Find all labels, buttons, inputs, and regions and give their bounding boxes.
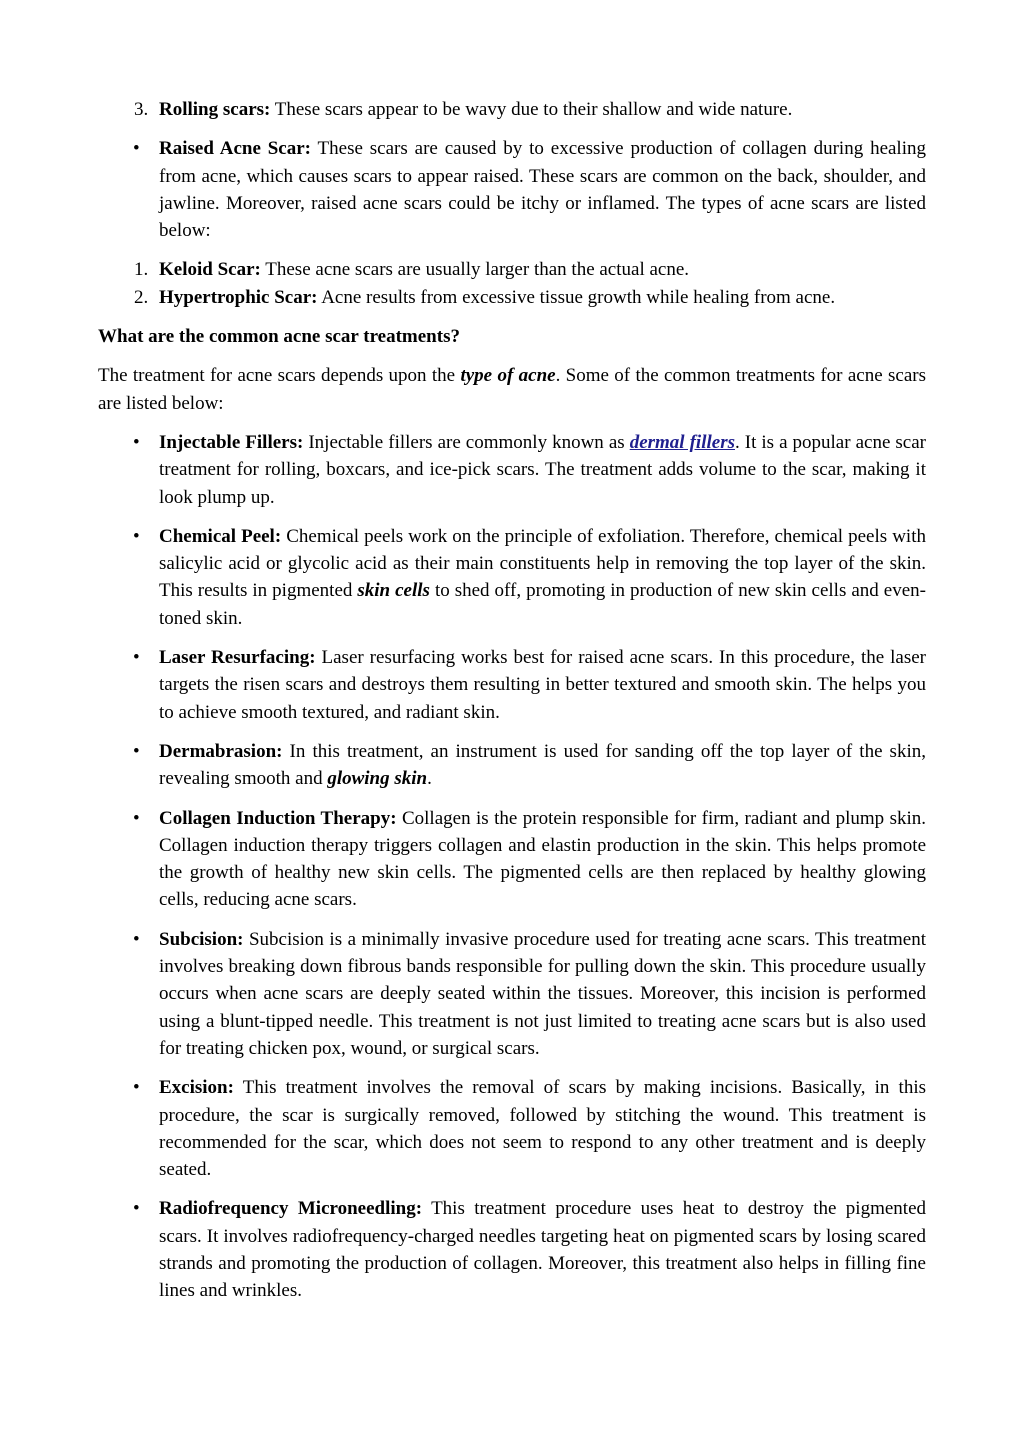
list-marker: 3. [134,99,149,120]
list-item-term: Excision: [159,1077,234,1099]
bullet-marker: • [133,928,140,950]
list-item-text: These acne scars are usually larger than the actual acne. [260,259,690,281]
list-marker: 2. [134,286,149,308]
list-item-text: Collagen is the protein responsible for firm, radiant and plump skin. Collagen induction therapy triggers collagen and elastin production in the skin. This helps promote the growth of healthy new skin cells. The pigmented cells are then replaced by healthy glowing cells, reducing acne scars. [159,807,927,911]
list-marker: 1. [134,259,149,281]
list-item-text: This treatment procedure uses heat to destroy the pigmented scars. It involves radiofrequency-charged needles targeting heat on pigmented scars by losing scared strands and promoting the production of collagen. Moreover, this treatment also helps in filling fine lines and wrinkles. [159,1198,927,1302]
list-item-keloid-scar [98,256,926,283]
glowing-skin-emphasis: glowing skin [327,768,428,790]
list-item-text: These scars are caused by to excessive production of collagen during healing from acne, which causes scars to appear raised. These scars are common on the back, shoulder, and jawline. Moreover, raised acne scars could be itchy or inflamed. The types of acne scars are listed below: [159,138,926,242]
list-item-term: Laser Resurfacing: [159,647,316,669]
skin-cells-emphasis: skin cells [357,580,430,602]
list-item-hypertrophic-scar [98,284,926,311]
list-item-term: Raised Acne Scar: [159,138,312,160]
list-item-text: Chemical peels work on the principle of exfoliation. Therefore, chemical peels with salicylic acid or glycolic acid as their main constituents help in removing the top layer of the skin. This results in pigmented [159,525,926,602]
intro-paragraph [98,362,926,417]
list-item-term: Radiofrequency Microneedling: [159,1198,423,1220]
list-item-text: These scars appear to be wavy due to their shallow and wide nature. [270,99,793,120]
intro-emphasis: type of acne [460,365,556,387]
list-item-raised-acne-scar [98,135,926,244]
bullet-marker: • [133,525,140,547]
list-item-chemical-peel [98,523,926,632]
bullet-marker: • [133,807,140,829]
section-heading: What are the common acne scar treatments? [98,326,460,348]
list-item-term: Chemical Peel: [159,525,282,547]
list-item-collagen-induction-therapy [98,805,926,914]
list-item-term: Hypertrophic Scar: [159,286,318,308]
list-item-radiofrequency-microneedling [98,1195,926,1304]
dermal-fillers-link[interactable]: dermal fillers [629,431,735,453]
list-item-term: Subcision: [159,928,244,950]
list-item-text-end: . It is a popular acne scar treatment for rolling, boxcars, and ice-pick scars. The treatment adds volume to the scar, making it look plump up. [159,431,926,508]
list-item-text: In this treatment, an instrument is used for sanding off the top layer of the skin, revealing smooth and [159,740,926,790]
list-item-excision [98,1074,926,1183]
list-item-term: Injectable Fillers: [159,431,304,453]
bullet-marker: • [133,138,140,160]
list-item-text-end: . [427,768,432,790]
bullet-marker: • [133,647,140,669]
list-item-text: Acne results from excessive tissue growth while healing from acne. [317,286,836,308]
list-item-laser-resurfacing [98,644,926,726]
intro-text: The treatment for acne scars depends upon the [98,365,461,387]
bullet-marker: • [133,1077,140,1099]
list-item-term: Keloid Scar: [159,259,261,281]
list-item-text: This treatment involves the removal of scars by making incisions. Basically, in this procedure, the scar is surgically removed, followed by stitching the wound. This treatment is recommended for the scar, which does not seem to respond to any other treatment and is deeply seated. [159,1077,926,1181]
list-item-injectable-fillers [98,429,926,511]
bullet-marker: • [133,740,140,762]
list-item-text: Subcision is a minimally invasive procedure used for treating acne scars. This treatment involves breaking down fibrous bands responsible for pulling down the skin. This procedure usually occurs when acne scars are deeply seated within the tissues. Moreover, this incision is performed using a blunt-tipped needle. This treatment is not just limited to treating acne scars but is also used for treating chicken pox, wound, or surgical scars. [159,928,926,1059]
bullet-marker: • [133,431,140,453]
list-item-text: Injectable fillers are commonly known as [303,431,630,453]
intro-text-end: . Some of the common treatments for acne scars are listed below: [98,365,926,414]
list-item-term: Dermabrasion: [159,740,283,762]
list-item-subcision [98,926,926,1062]
list-item-dermabrasion [98,738,926,793]
list-item-text: Laser resurfacing works best for raised acne scars. In this procedure, the laser targets the risen scars and destroys them resulting in better textured and smooth skin. The helps you to achieve smooth textured, and radiant skin. [159,647,926,723]
list-item-text-end: to shed off, promoting in production of new skin cells and even-toned skin. [159,580,926,629]
bullet-marker: • [133,1198,140,1220]
list-item-term: Collagen Induction Therapy: [159,807,397,829]
list-item-rolling-scars [98,96,926,123]
list-item-term: Rolling scars: [159,99,271,120]
